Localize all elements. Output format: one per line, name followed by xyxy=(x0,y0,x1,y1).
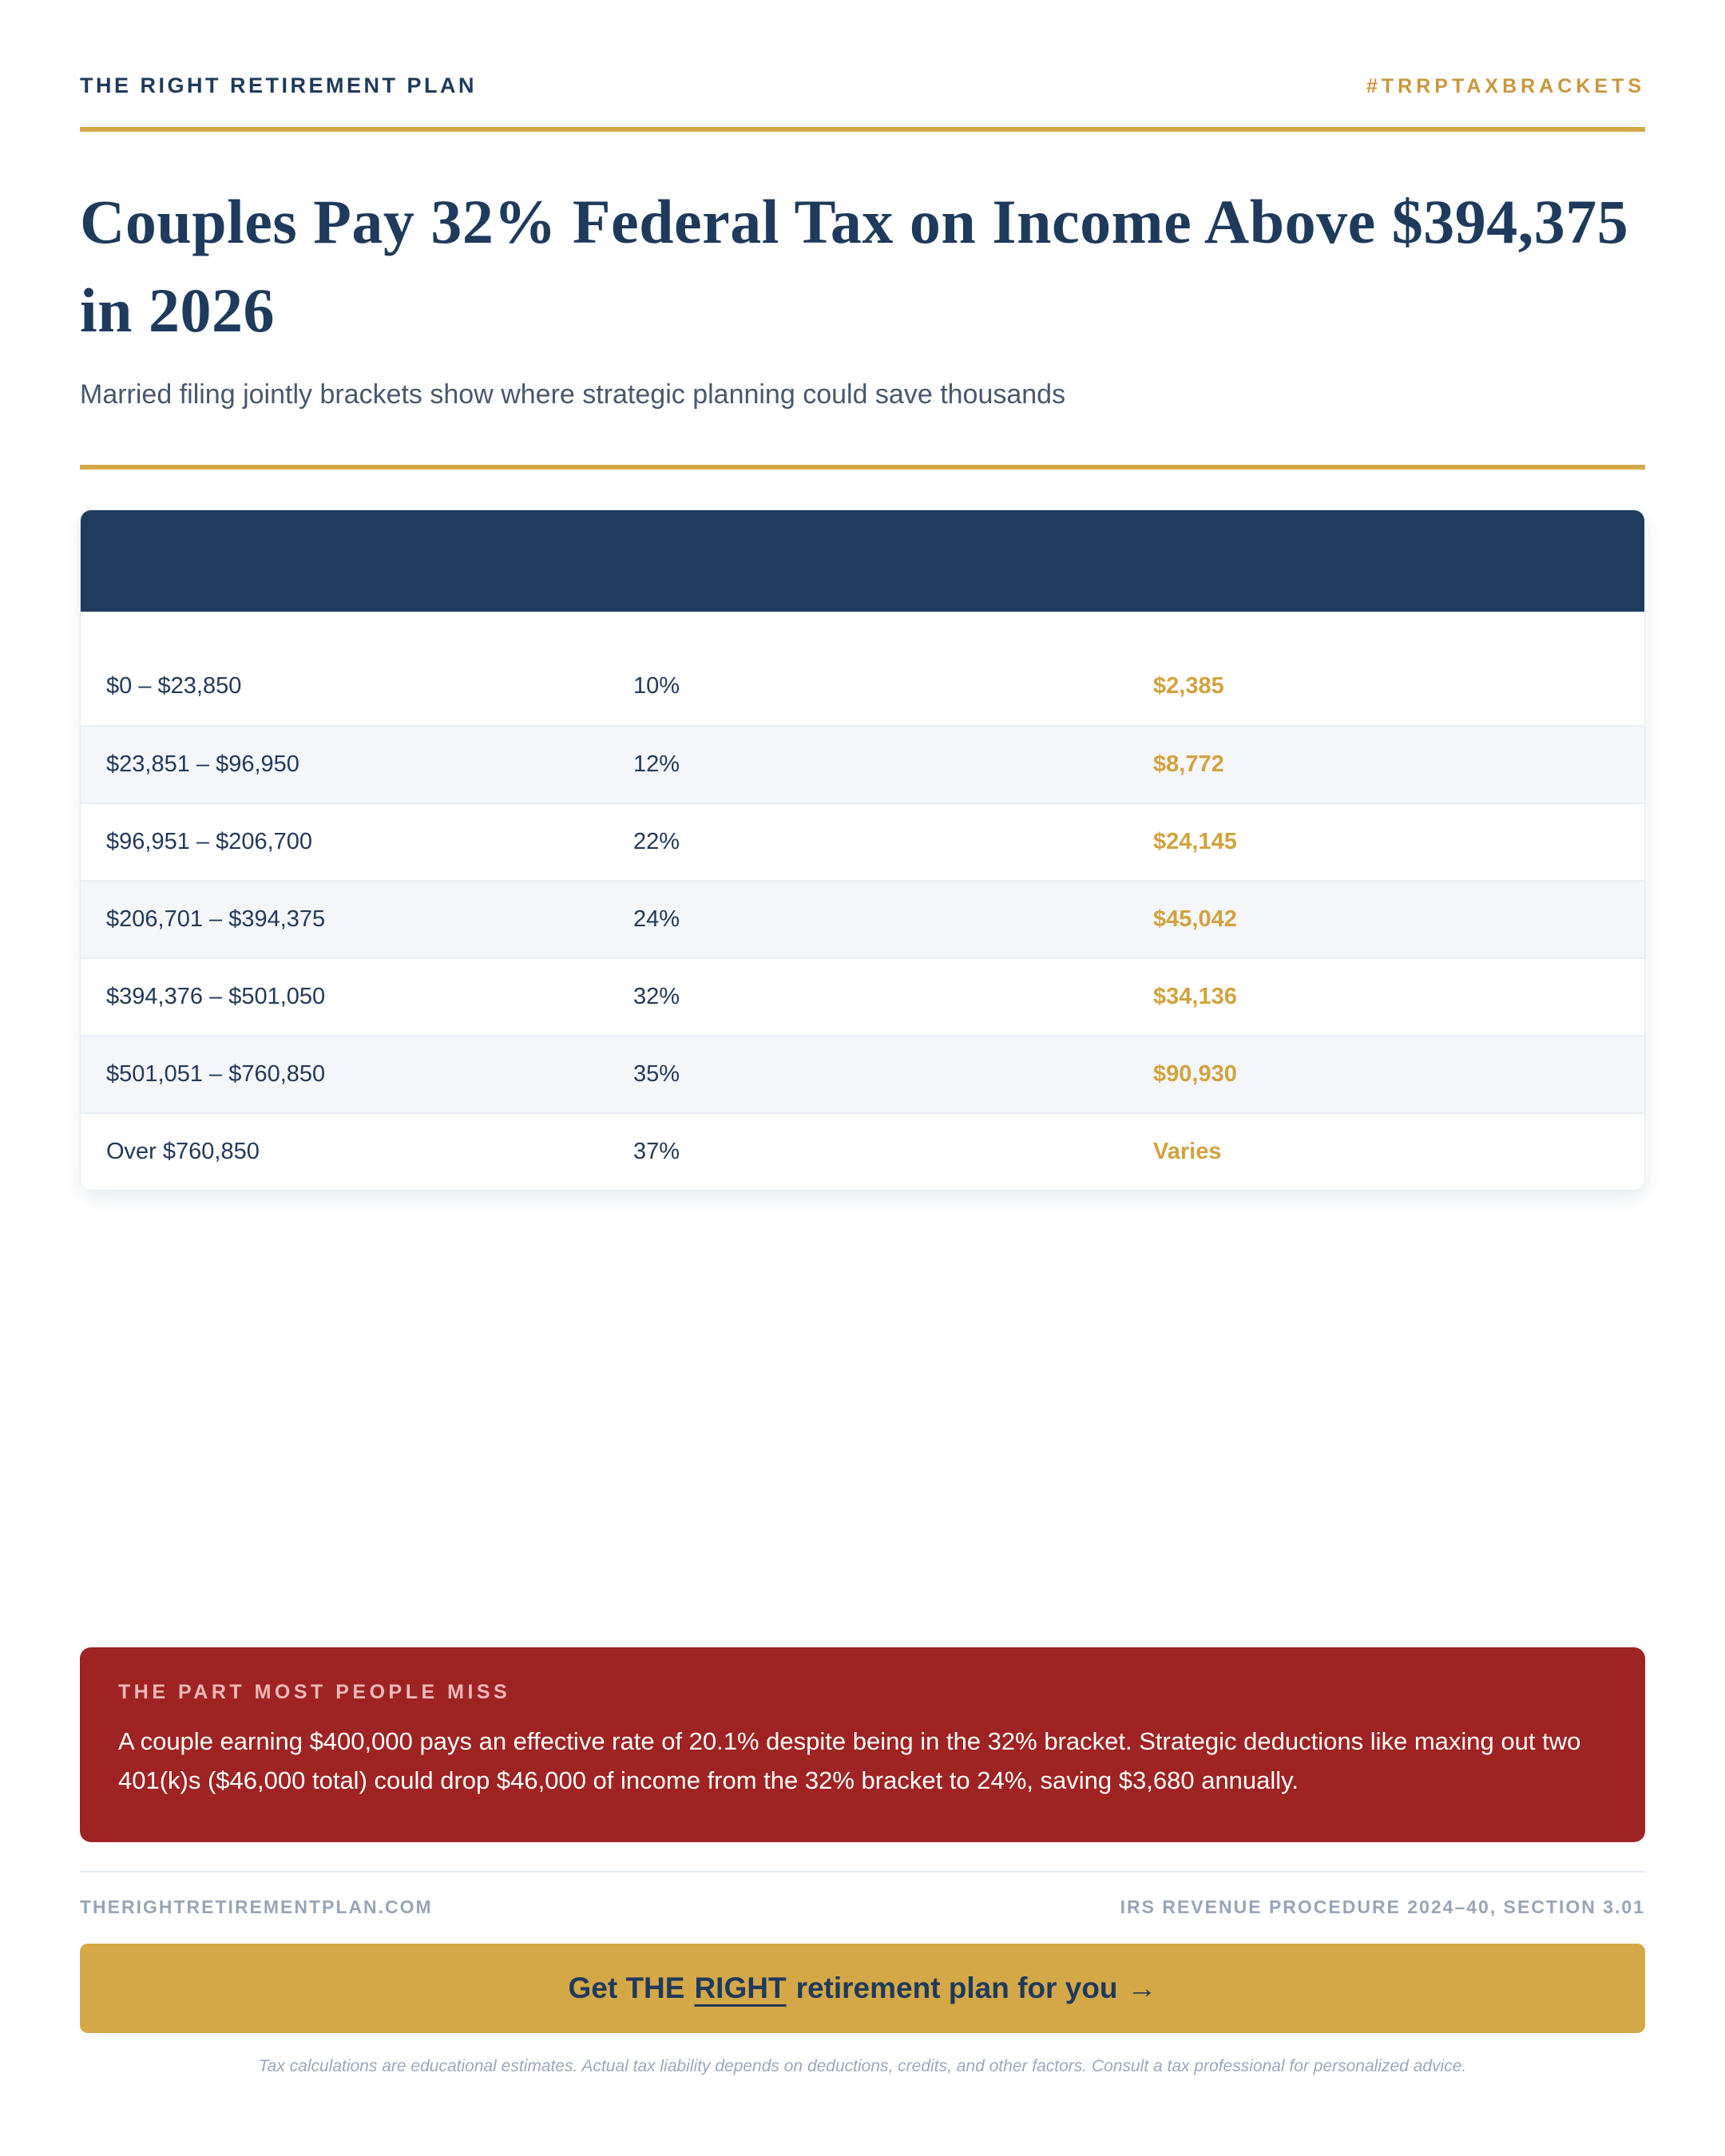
bracket-range: Over $760,850 xyxy=(106,1138,260,1164)
cta-text-underlined: RIGHT xyxy=(694,1971,787,2004)
table-row xyxy=(81,1112,1644,1190)
table-header-spacer xyxy=(81,612,1644,648)
bracket-rate: 22% xyxy=(633,828,680,854)
gold-divider-middle xyxy=(80,465,1645,470)
bracket-range: $206,701 – $394,375 xyxy=(106,906,326,932)
bracket-rate: 32% xyxy=(633,983,680,1009)
page-subtitle: Married filing jointly brackets show where strategic planning could save thousands xyxy=(80,378,1066,410)
bracket-rate: 37% xyxy=(633,1138,680,1164)
infographic-page xyxy=(80,0,1645,2076)
bracket-rate: 24% xyxy=(633,906,680,932)
bracket-range: $394,376 – $501,050 xyxy=(106,983,326,1009)
table-row xyxy=(81,1035,1644,1112)
bracket-tax: $34,136 xyxy=(1153,983,1237,1009)
table-row xyxy=(81,648,1644,725)
footer-divider xyxy=(80,1871,1645,1873)
disclaimer-text: Tax calculations are educational estimates. Actual tax liability depends on deductions, credits, and other factors. Consult a tax professional for personalized advice. xyxy=(258,2056,1467,2075)
bracket-range: $96,951 – $206,700 xyxy=(106,828,313,854)
tax-bracket-table xyxy=(80,509,1645,1191)
bracket-rate: 10% xyxy=(633,672,680,699)
table-header-bar xyxy=(81,510,1644,612)
table-row xyxy=(81,803,1644,880)
bracket-tax: $8,772 xyxy=(1153,751,1224,777)
key-insight-callout xyxy=(80,1647,1645,1842)
bracket-range: $501,051 – $760,850 xyxy=(106,1060,326,1087)
top-bar xyxy=(80,0,1645,98)
source-citation: IRS REVENUE PROCEDURE 2024–40, SECTION 3.01 xyxy=(1120,1896,1645,1917)
footer-meta xyxy=(80,1896,1645,1918)
arrow-right-icon: → xyxy=(1127,1971,1157,2004)
table-row xyxy=(81,725,1644,803)
cta-text-suffix: retirement plan for you xyxy=(795,1971,1118,2004)
table-row xyxy=(81,957,1644,1035)
bracket-tax: $45,042 xyxy=(1153,906,1237,932)
bracket-tax: $90,930 xyxy=(1153,1060,1237,1087)
page-title: Couples Pay 32% Federal Tax on Income Above $394,375 in 2026 xyxy=(80,187,1629,345)
bracket-rate: 12% xyxy=(633,751,680,777)
callout-label: THE PART MOST PEOPLE MISS xyxy=(118,1680,511,1703)
site-url: THERIGHTRETIREMENTPLAN.COM xyxy=(80,1896,433,1917)
bracket-rate: 35% xyxy=(633,1060,680,1087)
hashtag-label: #TRRPTAXBRACKETS xyxy=(1366,75,1645,97)
table-row xyxy=(81,880,1644,957)
brand-title: THE RIGHT RETIREMENT PLAN xyxy=(80,73,477,97)
cta-text-prefix: Get THE xyxy=(568,1971,685,2004)
bracket-range: $23,851 – $96,950 xyxy=(106,751,299,777)
cta-button[interactable] xyxy=(80,1944,1645,2033)
bracket-tax: Varies xyxy=(1153,1138,1222,1164)
bracket-range: $0 – $23,850 xyxy=(106,672,242,699)
bracket-tax: $24,145 xyxy=(1153,828,1237,854)
callout-body: A couple earning $400,000 pays an effective rate of 20.1% despite being in the 32% bracket. Strategic deductions like maxing out two 401(k)s ($46,000 total) could drop $46,000 of income from the 32% bracket to 24%, saving $3,680 annually. xyxy=(118,1726,1581,1795)
gold-divider-top xyxy=(80,127,1645,132)
bracket-tax: $2,385 xyxy=(1153,672,1224,699)
